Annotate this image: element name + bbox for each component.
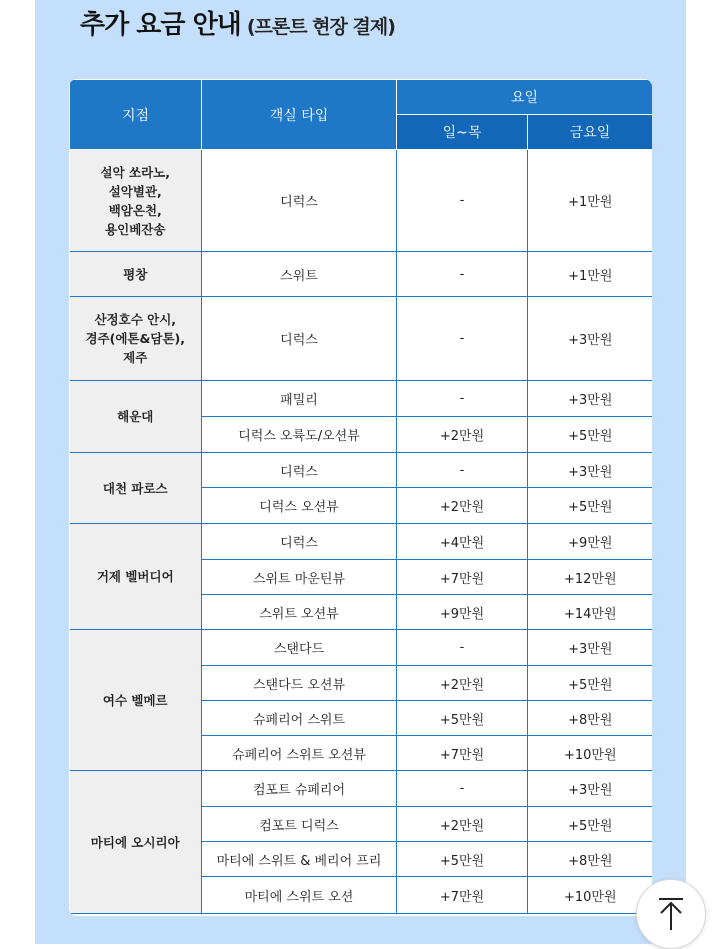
header-branch: 지점	[70, 80, 202, 150]
friday-price-cell: +9만원	[528, 524, 653, 560]
table-row	[70, 771, 653, 807]
table-row	[70, 252, 653, 297]
branch-name-line: 해운대	[117, 409, 154, 424]
branch-name-line: 설악 쏘라노,	[100, 164, 170, 180]
branch-name-line: 거제 벨버디어	[96, 569, 174, 584]
room-type-cell: 슈페리어 스위트	[202, 701, 397, 736]
weekday-price-cell: +2만원	[397, 488, 528, 524]
header-day-group: 요일	[397, 80, 653, 115]
friday-price-cell: +8만원	[528, 701, 653, 736]
room-type-cell: 컴포트 디럭스	[202, 807, 397, 842]
weekday-price-cell: +5만원	[397, 701, 528, 736]
weekday-price-cell: +4만원	[397, 524, 528, 560]
branch-cell	[70, 630, 202, 771]
weekday-price-cell: +2만원	[397, 417, 528, 453]
friday-price-cell: +5만원	[528, 807, 653, 842]
weekday-price-cell: +9만원	[397, 595, 528, 630]
branch-name-line: 백암온천,	[108, 202, 162, 218]
branch-name-line: 여수 벨메르	[102, 692, 168, 708]
friday-price-cell: +8만원	[528, 842, 653, 877]
table-row	[70, 453, 653, 488]
friday-price-cell: +5만원	[528, 666, 653, 701]
room-type-cell: 마티에 스위트 & 베리어 프리	[202, 842, 397, 877]
branch-cell	[70, 453, 202, 524]
friday-price-cell: +1만원	[528, 150, 653, 252]
table-row	[70, 297, 653, 381]
branch-name-line: 대천 파로스	[102, 480, 168, 496]
weekday-price-cell: +2만원	[397, 807, 528, 842]
table-row	[70, 381, 653, 417]
branch-cell	[70, 297, 202, 381]
weekday-price-cell: -	[397, 630, 528, 666]
branch-name-line: 설악별관,	[108, 183, 162, 199]
branch-cell	[70, 150, 202, 252]
room-type-cell: 스위트	[202, 252, 397, 297]
friday-price-cell: +3만원	[528, 771, 653, 807]
branch-name-line: 용인베잔송	[105, 221, 166, 237]
weekday-price-cell: -	[397, 771, 528, 807]
title-sub: (프론트 현장 결제)	[246, 16, 395, 38]
weekday-price-cell: +7만원	[397, 560, 528, 595]
friday-price-cell: +10만원	[528, 877, 653, 914]
friday-price-cell: +5만원	[528, 488, 653, 524]
branch-cell	[70, 381, 202, 453]
room-type-cell: 디럭스	[202, 150, 397, 252]
room-type-cell: 디럭스	[202, 297, 397, 381]
room-type-cell: 스위트 마운틴뷰	[202, 560, 397, 595]
weekday-price-cell: -	[397, 297, 528, 381]
weekday-price-cell: +2만원	[397, 666, 528, 701]
friday-price-cell: +3만원	[528, 630, 653, 666]
weekday-price-cell: -	[397, 381, 528, 417]
friday-price-cell: +1만원	[528, 252, 653, 297]
room-type-cell: 디럭스 오션뷰	[202, 488, 397, 524]
room-type-cell: 컴포트 슈페리어	[202, 771, 397, 807]
surcharge-table	[69, 79, 652, 914]
branch-name-line: 마티에 오시리아	[90, 834, 180, 850]
room-type-cell: 슈페리어 스위트 오션뷰	[202, 736, 397, 771]
weekday-price-cell: +7만원	[397, 877, 528, 914]
branch-cell	[70, 252, 202, 297]
branch-name-line: 평창	[123, 266, 148, 282]
table-row	[70, 150, 653, 252]
friday-price-cell: +3만원	[528, 453, 653, 488]
room-type-cell: 스위트 오션뷰	[202, 595, 397, 630]
weekday-price-cell: -	[397, 150, 528, 252]
header-friday: 금요일	[528, 115, 653, 150]
table-row	[70, 524, 653, 560]
room-type-cell: 패밀리	[202, 381, 397, 417]
friday-price-cell: +10만원	[528, 736, 653, 771]
room-type-cell: 디럭스 오륙도/오션뷰	[202, 417, 397, 453]
surcharge-table-container	[69, 79, 652, 916]
friday-price-cell: +14만원	[528, 595, 653, 630]
room-type-cell: 스탠다드	[202, 630, 397, 666]
friday-price-cell: +3만원	[528, 381, 653, 417]
branch-name-line: 경주(에톤&담톤),	[85, 331, 186, 346]
room-type-cell: 디럭스	[202, 453, 397, 488]
weekday-price-cell: -	[397, 453, 528, 488]
table-row	[70, 630, 653, 666]
friday-price-cell: +5만원	[528, 417, 653, 453]
branch-cell	[70, 771, 202, 914]
room-type-cell: 디럭스	[202, 524, 397, 560]
friday-price-cell: +12만원	[528, 560, 653, 595]
branch-name-line: 제주	[123, 350, 148, 365]
room-type-cell: 스탠다드 오션뷰	[202, 666, 397, 701]
room-type-cell: 마티에 스위트 오션	[202, 877, 397, 914]
page-title	[80, 4, 395, 44]
weekday-price-cell: +7만원	[397, 736, 528, 771]
weekday-price-cell: +5만원	[397, 842, 528, 877]
weekday-price-cell: -	[397, 252, 528, 297]
arrow-up-icon	[656, 897, 686, 931]
branch-name-line: 산정호수 안시,	[94, 312, 177, 327]
header-room-type: 객실 타입	[202, 80, 397, 150]
scroll-to-top-button[interactable]	[636, 879, 706, 949]
title-main: 추가 요금 안내	[80, 10, 241, 40]
header-weekday: 일~목	[397, 115, 528, 150]
branch-cell	[70, 524, 202, 630]
friday-price-cell: +3만원	[528, 297, 653, 381]
